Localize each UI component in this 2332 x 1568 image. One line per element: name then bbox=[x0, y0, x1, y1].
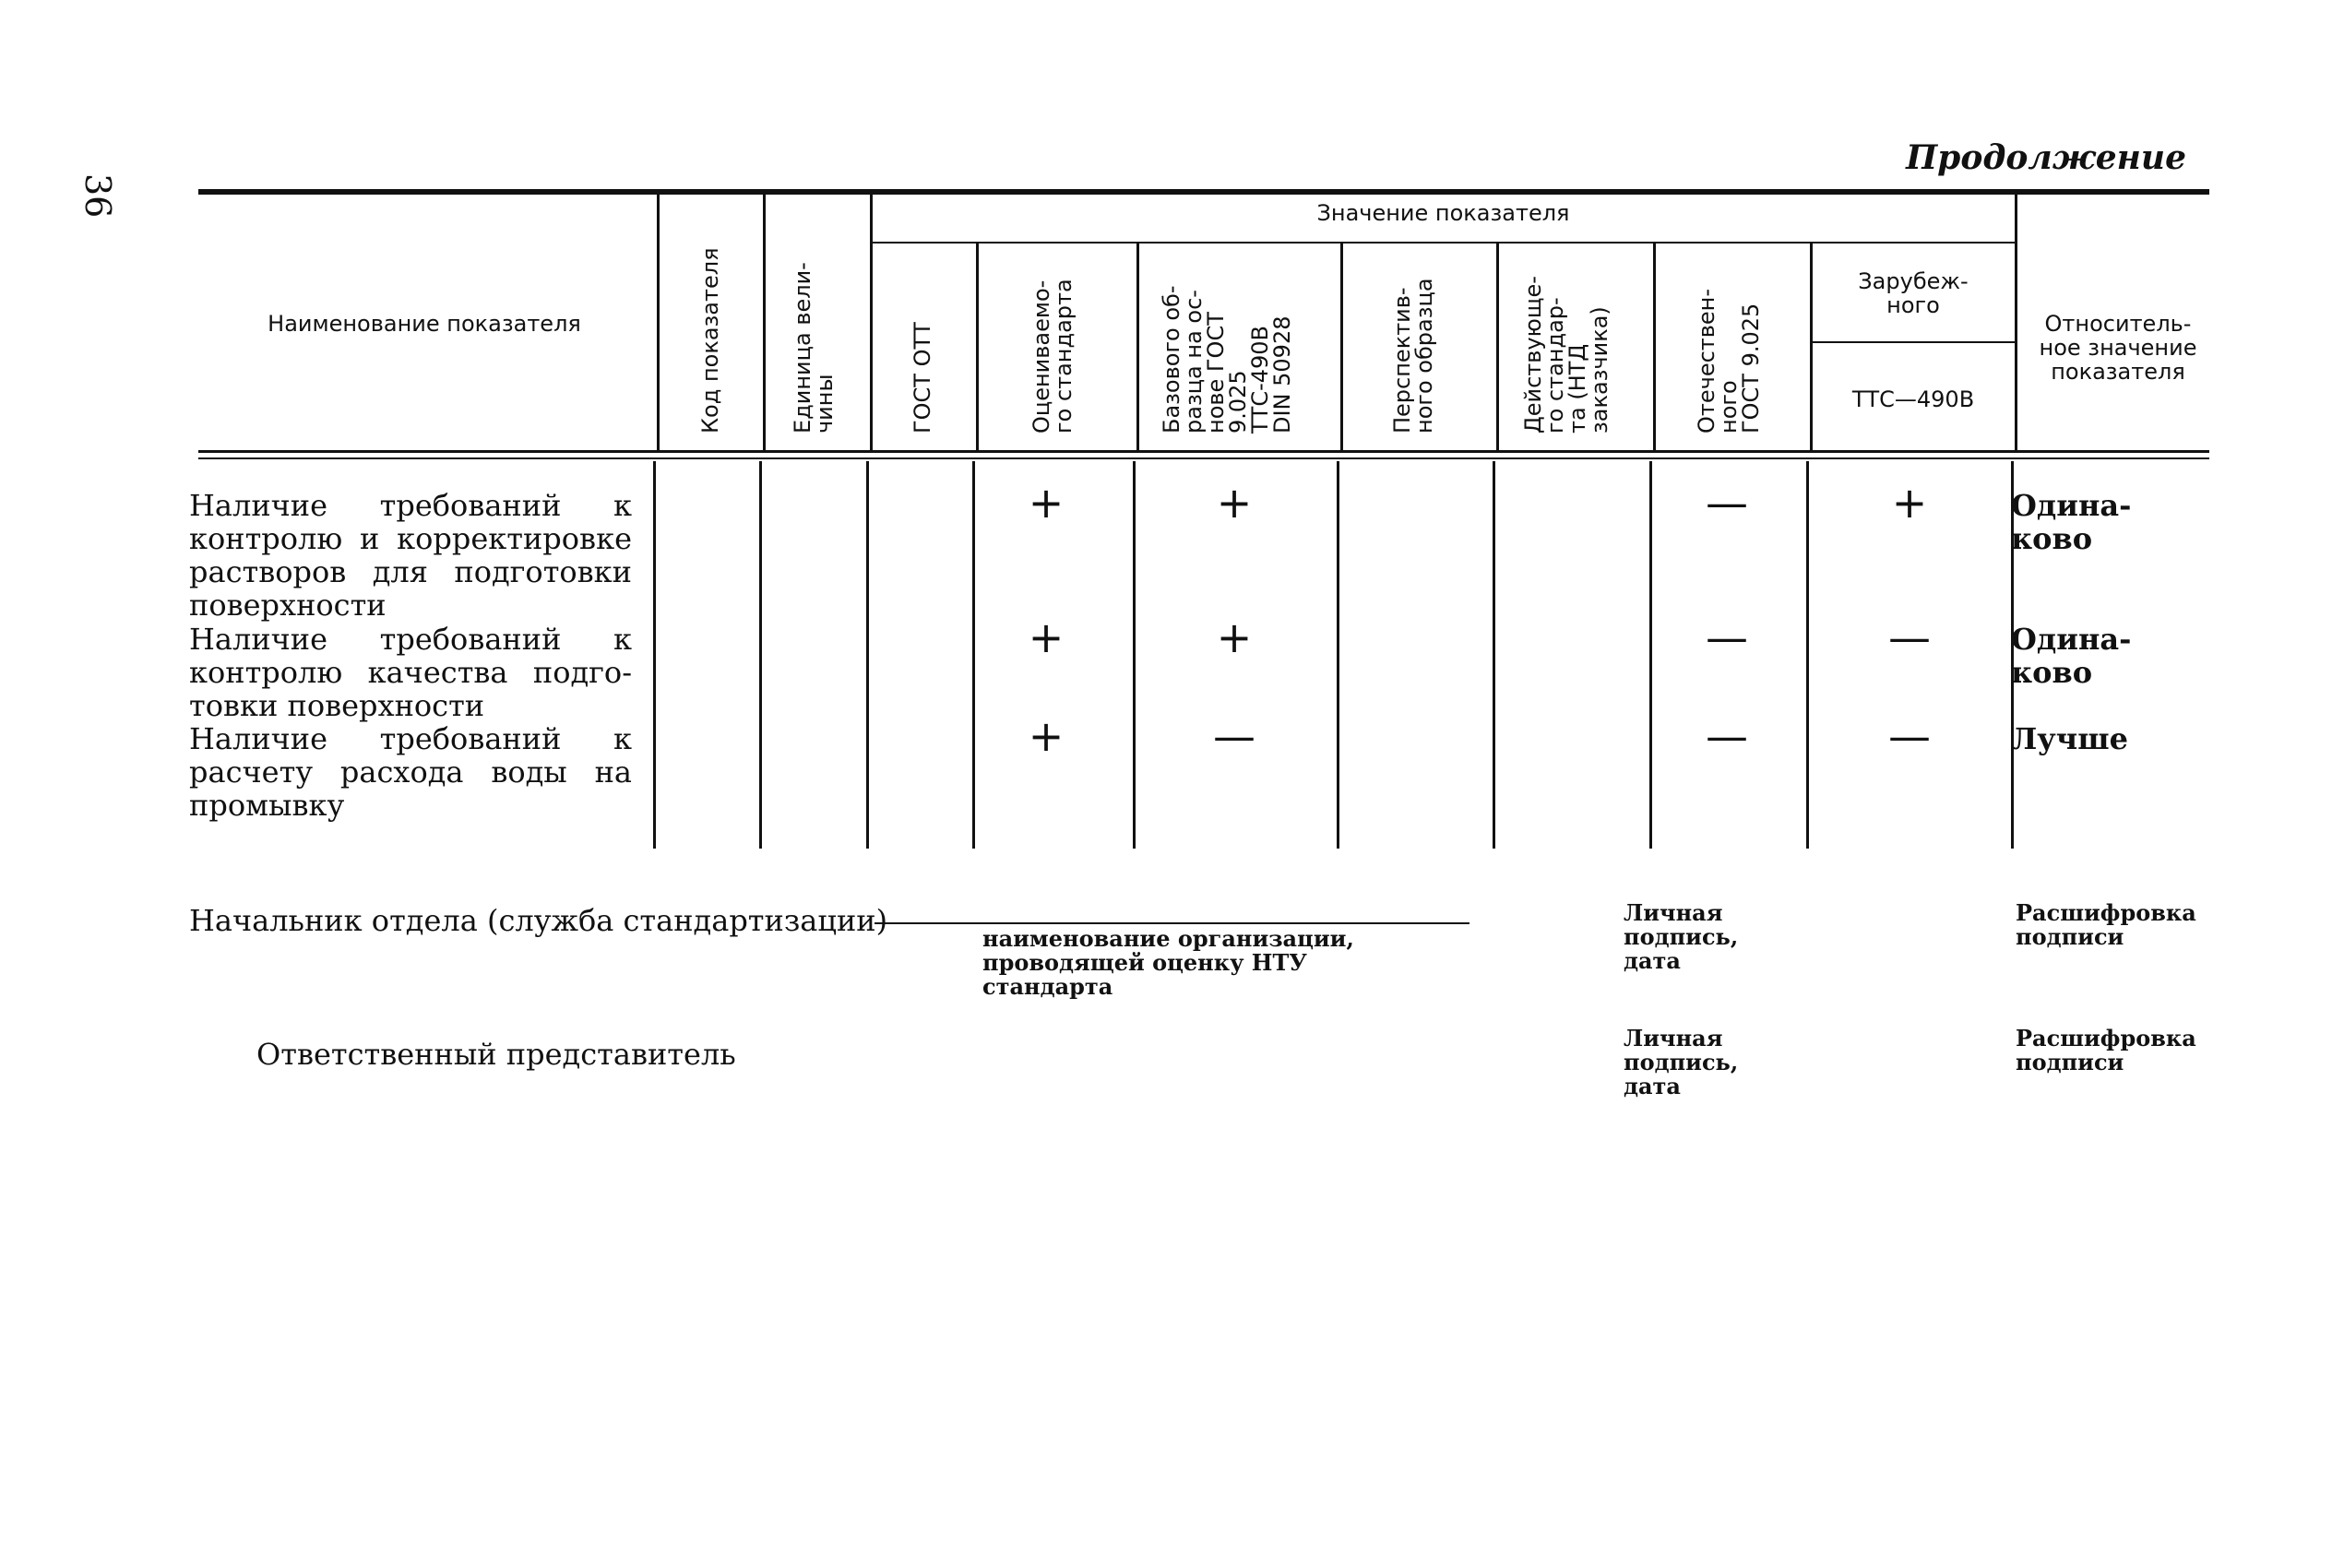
row-foreign-mark: — bbox=[1888, 711, 1931, 761]
row-base-mark: + bbox=[1216, 478, 1253, 528]
continuation-label: Продолжение bbox=[1906, 138, 2186, 177]
personal-signature-caption: Личная подпись, дата bbox=[1624, 1025, 1739, 1099]
table-row bbox=[189, 489, 632, 622]
row-domestic-mark: — bbox=[1706, 711, 1748, 761]
row-base-mark: + bbox=[1216, 612, 1253, 662]
header-gost-ott: ГОСТ ОТТ bbox=[910, 322, 935, 434]
row-domestic-mark: — bbox=[1706, 478, 1748, 528]
org-caption: наименование организации, проводящей оценку НТУ стандарта bbox=[982, 925, 1354, 1000]
header-current: Действующе- го стандар- та (НТД заказчика) bbox=[1520, 276, 1612, 434]
row-name-last: промывку bbox=[189, 788, 345, 823]
row-name-last: поверхности bbox=[189, 588, 387, 623]
row-relative: Лучше bbox=[2011, 721, 2128, 756]
header-domestic: Отечествен- ного ГОСТ 9.025 bbox=[1694, 288, 1764, 434]
table-top-rule bbox=[198, 189, 2209, 195]
table-row bbox=[189, 722, 632, 822]
header-evaluated: Оцениваемо- го стандарта bbox=[1029, 279, 1077, 434]
header-foreign-sub: ТТС—490В bbox=[1851, 386, 1975, 412]
signature-decoding-caption: Расшифровка подписи bbox=[2016, 1025, 2196, 1075]
row-name: Наличие требований к расчету расхода воды на bbox=[189, 721, 632, 790]
personal-signature-caption: Личная подпись, дата bbox=[1624, 899, 1739, 974]
org-signature-line bbox=[874, 922, 1469, 924]
row-evaluated-mark: + bbox=[1028, 612, 1065, 662]
row-name-last: товки поверхности bbox=[189, 688, 485, 723]
signature-decoding-caption: Расшифровка подписи bbox=[2016, 899, 2196, 950]
row-domestic-mark: — bbox=[1706, 612, 1748, 662]
header-perspective: Перспектив- ного образца bbox=[1389, 278, 1437, 434]
header-code: Код показателя bbox=[697, 247, 723, 434]
header-bottom-rule-2 bbox=[198, 457, 2209, 459]
responsible-representative-label: Ответственный представитель bbox=[256, 1037, 736, 1072]
header-bottom-rule bbox=[198, 450, 2209, 453]
header-unit: Единица вели- чины bbox=[790, 262, 838, 434]
row-evaluated-mark: + bbox=[1028, 478, 1065, 528]
table-row bbox=[189, 623, 632, 722]
header-foreign: Зарубеж- ного bbox=[1858, 268, 1969, 318]
row-name: Наличие требований к контролю и корректировке растворов для подготовки bbox=[189, 488, 632, 589]
row-foreign-mark: + bbox=[1891, 478, 1928, 528]
row-evaluated-mark: + bbox=[1028, 711, 1065, 761]
row-relative: Одина- ково bbox=[2011, 488, 2132, 556]
header-name: Наименование показателя bbox=[268, 311, 581, 337]
row-foreign-mark: — bbox=[1888, 612, 1931, 662]
header-value-group: Значение показателя bbox=[1316, 200, 1570, 226]
row-base-mark: — bbox=[1213, 711, 1255, 761]
row-relative: Одина- ково bbox=[2011, 622, 2132, 690]
row-name: Наличие требований к контролю качества подго- bbox=[189, 622, 632, 690]
page-number: 36 bbox=[77, 173, 118, 219]
header-base: Базового об- разца на ос- нове ГОСТ 9.025 ТТС-490В DIN 50928 bbox=[1159, 285, 1295, 434]
header-relative: Относитель- ное значение показателя bbox=[2039, 311, 2197, 385]
head-of-department-label: Начальник отдела (служба стандартизации) bbox=[189, 903, 888, 938]
